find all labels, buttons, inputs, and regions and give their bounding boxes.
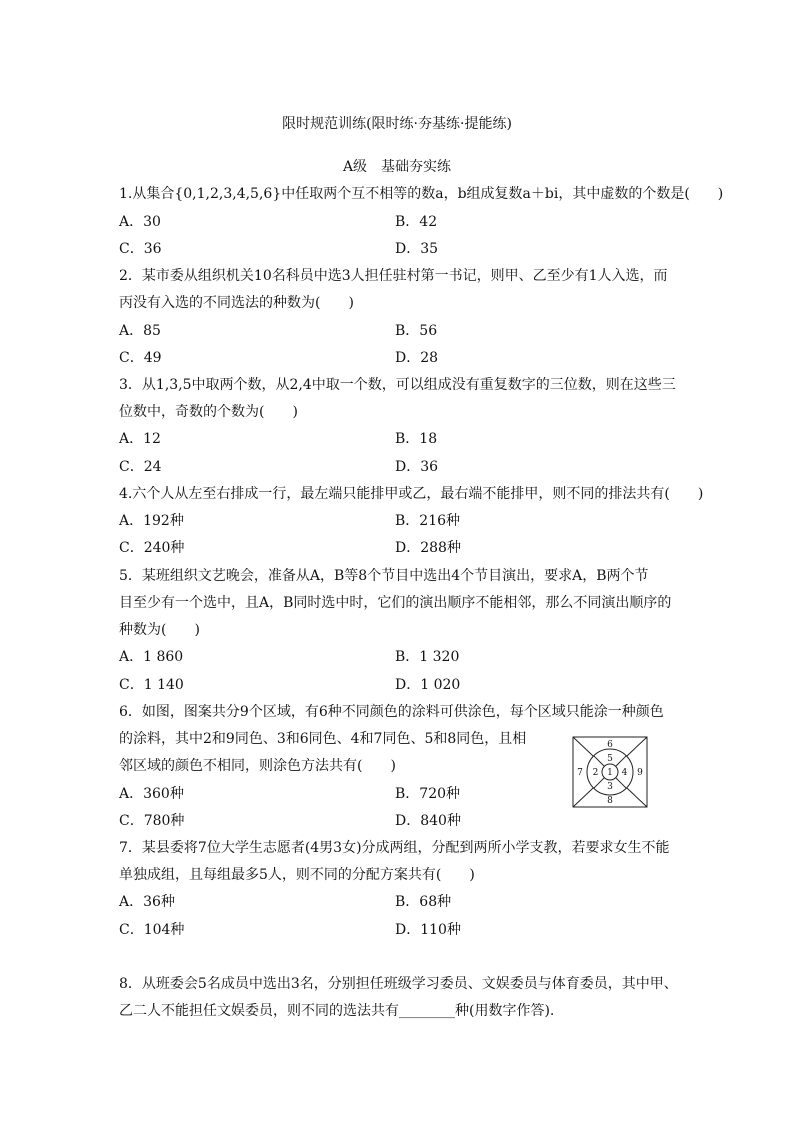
figure-label-5: 5 bbox=[607, 754, 613, 764]
q4-option-d: D．288种 bbox=[395, 540, 461, 556]
page-title: 限时规范训练(限时练·夯基练·提能练) bbox=[282, 116, 512, 132]
q5-option-a: A．1 860 bbox=[119, 649, 184, 665]
q7-option-c: C．104种 bbox=[119, 922, 185, 938]
q3-option-d: D．36 bbox=[395, 459, 439, 475]
q3-option-c: C．24 bbox=[119, 459, 162, 475]
figure-label-6: 6 bbox=[607, 740, 613, 750]
figure-label-7: 7 bbox=[577, 768, 583, 778]
q2-option-d: D．28 bbox=[395, 350, 439, 366]
section-heading: A级 基础夯实练 bbox=[342, 159, 452, 175]
q1-line-1: 1.从集合{0,1,2,3,4,5,6}中任取两个互不相等的数a，b组成复数a＋bi，其中虚数的个数是( ) bbox=[119, 186, 724, 202]
q1-option-a: A．30 bbox=[119, 214, 161, 230]
q6-line-3: 邻区域的颜色不相同，则涂色方法共有( ) bbox=[119, 758, 396, 774]
q1-option-c: C．36 bbox=[119, 241, 162, 257]
q2-option-b: B．56 bbox=[395, 323, 438, 339]
q2-option-c: C．49 bbox=[119, 350, 162, 366]
q5-option-d: D．1 020 bbox=[395, 677, 461, 693]
q1-option-d: D．35 bbox=[395, 241, 439, 257]
q8-line-2: 乙二人不能担任文娱委员，则不同的选法共有________种(用数字作答). bbox=[119, 1003, 555, 1019]
q2-line-2: 丙没有入选的不同选法的种数为( ) bbox=[119, 295, 354, 311]
q2-line-1: 2．某市委从组织机关10名科员中选3人担任驻村第一书记，则甲、乙至少有1人入选，而 bbox=[119, 268, 668, 284]
q4-option-c: C．240种 bbox=[119, 540, 185, 556]
figure-label-9: 9 bbox=[637, 768, 643, 778]
q6-line-2: 的涂料，其中2和9同色、3和6同色、4和7同色、5和8同色，且相 bbox=[119, 731, 527, 747]
q6-line-1: 6．如图，图案共分9个区域，有6种不同颜色的涂料可供涂色，每个区域只能涂一种颜色 bbox=[119, 704, 664, 720]
q5-line-1: 5．某班组织文艺晚会，准备从A，B等8个节目中选出4个节目演出，要求A，B两个节 bbox=[119, 568, 649, 584]
q1-option-b: B．42 bbox=[395, 214, 438, 230]
q5-option-b: B．1 320 bbox=[395, 649, 460, 665]
q7-line-1: 7．某县委将7位大学生志愿者(4男3女)分成两组，分配到两所小学支教，若要求女生不能 bbox=[119, 840, 670, 856]
figure-label-2: 2 bbox=[592, 768, 599, 778]
q6-option-c: C．780种 bbox=[119, 813, 185, 829]
q3-option-a: A．12 bbox=[119, 431, 161, 447]
q7-option-a: A．36种 bbox=[119, 894, 175, 910]
q7-option-b: B．68种 bbox=[395, 894, 452, 910]
q5-line-3: 种数为( ) bbox=[119, 622, 200, 638]
region-coloring-figure bbox=[572, 736, 648, 808]
figure-label-4: 4 bbox=[621, 768, 628, 778]
q4-line-1: 4.六个人从左至右排成一行，最左端只能排甲或乙，最右端不能排甲，则不同的排法共有( ) bbox=[119, 486, 704, 502]
figure-label-1: 1 bbox=[607, 768, 613, 778]
q6-option-b: B．720种 bbox=[395, 786, 461, 802]
q3-line-2: 位数中，奇数的个数为( ) bbox=[119, 404, 298, 420]
q2-option-a: A．85 bbox=[119, 323, 161, 339]
q6-option-a: A．360种 bbox=[119, 786, 184, 802]
figure-label-3: 3 bbox=[607, 782, 613, 792]
q4-option-b: B．216种 bbox=[395, 513, 461, 529]
q3-line-1: 3．从1,3,5中取两个数，从2,4中取一个数，可以组成没有重复数字的三位数，则在这些三 bbox=[119, 377, 676, 393]
q5-line-2: 目至少有一个选中，且A，B同时选中时，它们的演出顺序不能相邻，那么不同演出顺序的 bbox=[119, 595, 672, 611]
q4-option-a: A．192种 bbox=[119, 513, 184, 529]
q7-line-2: 单独成组，且每组最多5人，则不同的分配方案共有( ) bbox=[119, 867, 475, 883]
q7-option-d: D．110种 bbox=[395, 922, 461, 938]
q8-line-1: 8．从班委会5名成员中选出3名，分别担任班级学习委员、文娱委员与体育委员，其中甲、 bbox=[119, 976, 678, 992]
q6-option-d: D．840种 bbox=[395, 813, 461, 829]
q5-option-c: C．1 140 bbox=[119, 677, 184, 693]
figure-label-8: 8 bbox=[607, 796, 613, 806]
q3-option-b: B．18 bbox=[395, 431, 438, 447]
